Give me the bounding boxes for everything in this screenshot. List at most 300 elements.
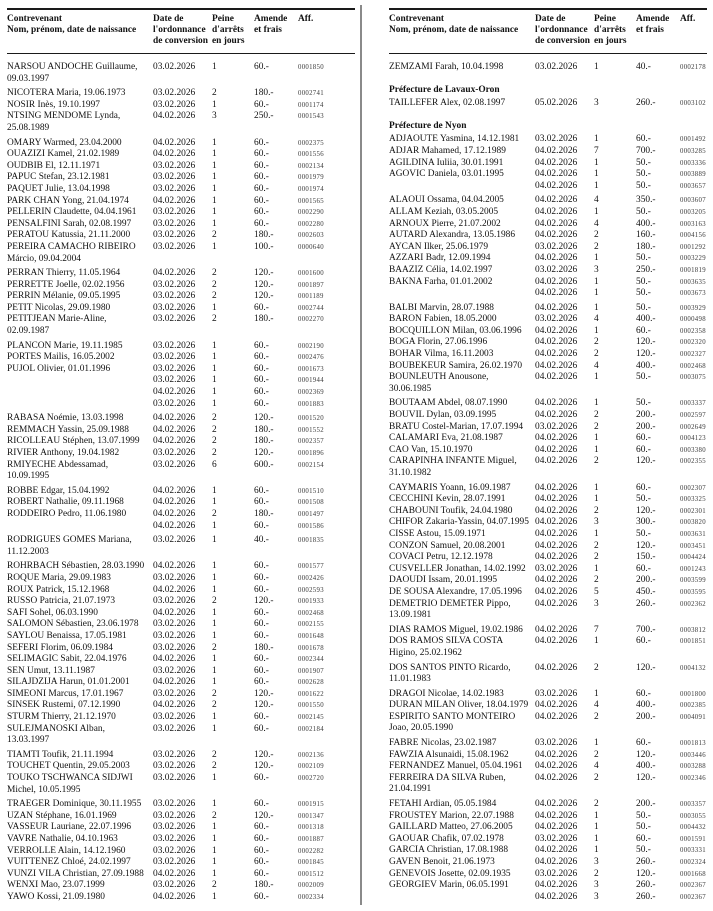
penalty-days: 1 — [212, 485, 217, 496]
fine-amount: 60.- — [254, 497, 269, 508]
fine-amount: 60.- — [254, 62, 269, 72]
fine-amount: 120.- — [636, 772, 656, 783]
sentence-row — [153, 314, 355, 326]
case-number: 0003929 — [680, 304, 706, 312]
table-row — [7, 364, 355, 410]
table-row — [7, 486, 355, 498]
sentence-rows — [153, 184, 355, 196]
sentence-rows — [153, 573, 355, 585]
sentence-row — [535, 857, 707, 869]
table-row — [7, 436, 355, 448]
table-row — [389, 517, 707, 529]
entries-right — [389, 62, 707, 903]
sentence-row — [535, 445, 707, 457]
penalty-days: 2 — [594, 410, 599, 421]
sentence-row — [535, 689, 707, 701]
case-number: 0002327 — [680, 351, 706, 359]
penalty-days: 5 — [594, 586, 599, 597]
penalty-days: 1 — [594, 822, 599, 833]
offender-name — [7, 869, 153, 881]
sentence-row — [535, 483, 707, 495]
penalty-days: 1 — [212, 387, 217, 398]
sentence-row — [153, 608, 355, 620]
offender-name — [389, 195, 535, 207]
fine-amount: 50.- — [636, 845, 651, 856]
sentence-row — [153, 761, 355, 773]
sentence-rows — [153, 161, 355, 173]
offender-name — [7, 846, 153, 858]
penalty-days: 1 — [212, 619, 217, 630]
sentence-rows — [153, 712, 355, 724]
conversion-date: 04.02.2026 — [535, 799, 578, 810]
case-number: 0002346 — [680, 774, 706, 782]
fine-amount: 400.- — [636, 360, 656, 371]
offender-name — [389, 845, 535, 857]
case-number: 0004091 — [680, 713, 706, 721]
offender-name-line: OUDBIB El, 12.11.1971 — [7, 160, 101, 171]
sentence-rows — [153, 811, 355, 823]
table-row — [389, 134, 707, 146]
fine-amount: 50.- — [636, 253, 651, 264]
sentence-row — [535, 288, 707, 300]
penalty-days: 1 — [594, 688, 599, 699]
header-contrevenant — [7, 14, 153, 47]
case-number: 0002178 — [680, 64, 706, 71]
offender-name — [7, 799, 153, 811]
fine-amount: 120.- — [636, 662, 656, 673]
fine-amount: 120.- — [636, 349, 656, 360]
offender-name — [7, 184, 153, 196]
offender-name — [389, 230, 535, 242]
offender-name-line: AGOVIC Daniela, 03.01.1995 — [389, 169, 504, 180]
case-number: 0003205 — [680, 208, 706, 216]
case-number: 0001512 — [298, 870, 324, 878]
penalty-days: 1 — [212, 630, 217, 641]
table-row — [7, 535, 355, 558]
sentence-rows — [153, 497, 355, 509]
conversion-date: 04.02.2026 — [153, 413, 196, 424]
case-number: 0001813 — [680, 740, 706, 748]
offender-name — [389, 599, 535, 622]
sentence-row — [535, 433, 707, 445]
table-row — [7, 573, 355, 585]
offender-name — [7, 230, 153, 242]
case-number: 0003288 — [680, 763, 706, 771]
offender-name — [7, 654, 153, 666]
table-row — [7, 880, 355, 892]
penalty-days: 1 — [212, 654, 217, 665]
offender-name-line: PERRIN Mélanie, 09.05.1995 — [7, 291, 121, 302]
fine-amount: 120.- — [636, 505, 656, 516]
penalty-days: 2 — [594, 505, 599, 516]
offender-name-line: 30.06.1985 — [389, 383, 432, 394]
fine-amount: 60.- — [254, 99, 269, 110]
penalty-days: 2 — [212, 508, 217, 519]
case-number: 0002134 — [298, 162, 324, 170]
penalty-days: 3 — [594, 598, 599, 609]
sentence-row — [153, 846, 355, 858]
sentence-rows — [153, 631, 355, 643]
fine-amount: 200.- — [636, 799, 656, 810]
sentence-row — [153, 242, 355, 254]
sentence-rows — [535, 811, 707, 823]
penalty-days: 1 — [594, 157, 599, 168]
offender-name — [389, 277, 535, 300]
offender-name-line: Márcio, 09.04.2004 — [7, 253, 81, 264]
sentence-rows — [153, 535, 355, 558]
sentence-row — [153, 689, 355, 701]
sentence-rows — [535, 219, 707, 231]
case-number: 0001673 — [298, 365, 324, 373]
sentence-rows — [535, 169, 707, 192]
case-number: 0003229 — [680, 255, 706, 263]
conversion-date: 03.02.2026 — [535, 241, 578, 252]
penalty-days: 3 — [594, 517, 599, 528]
fine-amount: 60.- — [254, 723, 269, 734]
conversion-date: 04.02.2026 — [535, 772, 578, 783]
sentence-row — [535, 506, 707, 518]
table-row — [7, 773, 355, 796]
sentence-rows — [153, 677, 355, 689]
sentence-row — [153, 700, 355, 712]
penalty-days: 3 — [594, 857, 599, 867]
sentence-row — [535, 799, 707, 811]
fine-amount: 60.- — [636, 433, 651, 444]
fine-amount: 150.- — [636, 552, 656, 563]
conversion-date: 03.02.2026 — [535, 833, 578, 844]
table-row — [7, 677, 355, 689]
fine-amount: 60.- — [254, 654, 269, 665]
conversion-date: 04.02.2026 — [535, 325, 578, 336]
conversion-date: 04.02.2026 — [153, 485, 196, 496]
fine-amount: 60.- — [254, 868, 269, 879]
offender-name-line: VASSEUR Lauriane, 22.07.1996 — [7, 822, 132, 833]
fine-amount: 60.- — [254, 891, 269, 902]
table-row — [389, 230, 707, 242]
penalty-days: 1 — [212, 677, 217, 688]
sentence-rows — [535, 253, 707, 265]
header-aff: Aff. — [298, 14, 314, 24]
conversion-date: 03.02.2026 — [153, 291, 196, 302]
sentence-rows — [535, 529, 707, 541]
table-row — [7, 219, 355, 231]
offender-name-line: PETITJEAN Marie-Aline, — [7, 314, 107, 325]
penalty-days: 1 — [212, 665, 217, 676]
sentence-row — [153, 880, 355, 892]
offender-name — [7, 88, 153, 100]
offender-name — [389, 433, 535, 445]
offender-name — [389, 242, 535, 254]
sentence-rows — [535, 663, 707, 686]
sentence-row — [535, 750, 707, 762]
header-amende-frais: Amende et frais — [254, 14, 288, 35]
fine-amount: 300.- — [636, 517, 656, 528]
penalty-days: 1 — [594, 253, 599, 264]
offender-name-line: CAYMARIS Yoann, 16.09.1987 — [389, 482, 511, 493]
conversion-date: 03.02.2026 — [153, 834, 196, 844]
sentence-rows — [153, 196, 355, 208]
sentence-rows — [153, 149, 355, 161]
case-number: 0001850 — [298, 64, 324, 71]
offender-name — [7, 149, 153, 161]
sentence-row — [153, 149, 355, 161]
sentence-row — [535, 834, 707, 846]
sentence-row — [535, 372, 707, 384]
table-row — [7, 509, 355, 532]
sentence-row — [153, 573, 355, 585]
fine-amount: 60.- — [254, 195, 269, 206]
fine-amount: 60.- — [254, 207, 269, 218]
sentence-row — [153, 724, 355, 736]
fine-amount: 180.- — [254, 424, 274, 435]
offender-name — [7, 677, 153, 689]
offender-name-line: 13.09.1981 — [389, 610, 432, 621]
sentence-rows — [153, 724, 355, 747]
case-number: 0001883 — [298, 400, 324, 408]
table-row — [7, 561, 355, 573]
conversion-date: 04.02.2026 — [535, 636, 578, 647]
offender-name-line: ADJAOUTE Yasmina, 14.12.1981 — [389, 134, 520, 145]
table-row — [389, 195, 707, 207]
fine-amount: 60.- — [254, 712, 269, 723]
fine-amount: 100.- — [254, 241, 274, 252]
conversion-date: 03.02.2026 — [535, 868, 578, 879]
table-row — [389, 349, 707, 361]
penalty-days: 1 — [594, 636, 599, 647]
conversion-date: 04.02.2026 — [535, 482, 578, 493]
sentence-row — [153, 399, 355, 411]
case-number: 0001944 — [298, 377, 324, 385]
conversion-date: 03.02.2026 — [153, 619, 196, 630]
fine-amount: 60.- — [254, 340, 269, 351]
table-row — [389, 398, 707, 410]
conversion-date: 03.02.2026 — [153, 279, 196, 290]
fine-amount: 120.- — [254, 279, 274, 290]
fine-amount: 60.- — [254, 845, 269, 856]
penalty-days: 1 — [212, 572, 217, 583]
sentence-row — [153, 585, 355, 597]
fine-amount: 60.- — [254, 799, 269, 810]
conversion-date: 03.02.2026 — [153, 363, 196, 374]
offender-name-line: VERROLLE Alain, 14.12.1960 — [7, 845, 126, 856]
offender-name — [389, 541, 535, 553]
fine-amount: 200.- — [636, 421, 656, 432]
sentence-rows — [153, 585, 355, 597]
sentence-rows — [535, 712, 707, 735]
penalty-days: 2 — [594, 868, 599, 879]
table-row — [7, 689, 355, 701]
offender-name — [389, 712, 535, 735]
offender-name-line: ALLAM Keziah, 03.05.2005 — [389, 206, 499, 217]
sentence-rows — [153, 822, 355, 834]
conversion-date: 04.02.2026 — [535, 145, 578, 156]
offender-name — [7, 291, 153, 303]
conversion-date: 04.02.2026 — [535, 711, 578, 722]
offender-name — [389, 372, 535, 395]
penalty-days: 2 — [212, 688, 217, 699]
case-number: 0001897 — [298, 281, 324, 289]
table-row — [7, 196, 355, 208]
sentence-row — [535, 663, 707, 675]
sentence-rows — [153, 341, 355, 353]
case-number: 0003357 — [680, 801, 706, 809]
fine-amount: 120.- — [254, 761, 274, 772]
case-number: 0001851 — [680, 638, 706, 646]
sentence-row — [535, 337, 707, 349]
fine-amount: 250.- — [636, 264, 656, 275]
case-number: 0001577 — [298, 563, 324, 571]
table-row — [389, 303, 707, 315]
conversion-date: 04.02.2026 — [153, 891, 196, 902]
fine-amount: 50.- — [636, 494, 651, 505]
offender-name-line: PAQUET Julie, 13.04.1998 — [7, 183, 110, 194]
penalty-days: 2 — [212, 749, 217, 760]
table-row — [7, 608, 355, 620]
offender-name-line: ADJAR Mahamed, 17.12.1989 — [389, 145, 506, 156]
header-contrevenant-line1: Contrevenant — [7, 14, 63, 24]
offender-name-line: PEREIRA CAMACHO RIBEIRO — [7, 241, 136, 252]
sentence-row — [153, 643, 355, 655]
offender-name — [389, 663, 535, 686]
conversion-date: 03.02.2026 — [153, 448, 196, 458]
offender-name-line: SINSEK Rustemi, 07.12.1990 — [7, 700, 121, 711]
offender-name — [7, 608, 153, 620]
case-number: 0002597 — [680, 412, 706, 420]
offender-name-line: AZZARI Badr, 12.09.1994 — [389, 253, 491, 264]
penalty-days: 1 — [212, 183, 217, 194]
offender-name-line: CHABOUNI Toufik, 24.04.1980 — [389, 505, 513, 516]
offender-name-line: FAWZIA Alsunaidi, 15.08.1962 — [389, 749, 509, 760]
case-number: 0001318 — [298, 824, 324, 832]
conversion-date: 04.02.2026 — [535, 552, 578, 563]
column-divider-rule — [360, 5, 362, 905]
sentence-row — [153, 280, 355, 292]
case-number: 0002720 — [298, 775, 324, 783]
case-number: 0003446 — [680, 751, 706, 759]
table-row — [7, 619, 355, 631]
penalty-days: 2 — [212, 413, 217, 424]
sentence-rows — [535, 587, 707, 599]
offender-name — [7, 750, 153, 762]
fine-amount: 160.- — [636, 230, 656, 241]
conversion-date: 03.02.2026 — [153, 230, 196, 241]
conversion-date: 03.02.2026 — [153, 773, 196, 784]
table-row — [7, 280, 355, 292]
penalty-days: 4 — [594, 360, 599, 371]
fine-amount: 60.- — [254, 363, 269, 374]
fine-amount: 60.- — [254, 561, 269, 572]
conversion-date: 04.02.2026 — [153, 497, 196, 508]
penalty-days: 1 — [594, 810, 599, 821]
sentence-rows — [153, 172, 355, 184]
table-row — [7, 631, 355, 643]
case-number: 0001292 — [680, 243, 706, 251]
sentence-rows — [153, 138, 355, 150]
offender-name-line: GAILLARD Matteo, 27.06.2005 — [389, 822, 513, 833]
case-number: 0001668 — [680, 870, 706, 878]
case-number: 0002307 — [680, 484, 706, 492]
conversion-date: 03.02.2026 — [153, 535, 196, 546]
sentence-rows — [535, 845, 707, 857]
offender-name-line: DOS SANTOS PINTO Ricardo, — [389, 662, 511, 673]
case-number: 0003285 — [680, 147, 706, 155]
case-number: 0001845 — [298, 859, 324, 867]
case-number: 0002355 — [680, 458, 706, 466]
case-number: 0001896 — [298, 450, 324, 457]
penalty-days: 2 — [212, 314, 217, 325]
conversion-date: 03.02.2026 — [153, 761, 196, 772]
table-row — [7, 230, 355, 242]
offender-name-line: PORTES Mailis, 16.05.2002 — [7, 352, 115, 363]
case-number: 0001600 — [298, 270, 324, 278]
offender-name — [7, 303, 153, 315]
table-row — [7, 869, 355, 881]
table-row — [389, 625, 707, 637]
offender-name-line: GAVEN Benoit, 21.06.1973 — [389, 857, 495, 867]
sentence-rows — [153, 689, 355, 701]
sentence-rows — [535, 337, 707, 349]
sentence-row — [535, 811, 707, 823]
sentence-row — [153, 561, 355, 573]
offender-name — [389, 564, 535, 576]
fine-amount: 120.- — [636, 868, 656, 879]
conversion-date: 04.02.2026 — [153, 700, 196, 711]
offender-name-line: PERRAN Thierry, 11.05.1964 — [7, 268, 121, 279]
sentence-rows — [153, 486, 355, 498]
conversion-date: 04.02.2026 — [535, 398, 578, 409]
penalty-days: 4 — [594, 314, 599, 325]
offender-name — [389, 880, 535, 903]
offender-name — [7, 413, 153, 425]
fine-amount: 60.- — [254, 572, 269, 583]
case-number: 0001550 — [298, 702, 324, 710]
sentence-row — [535, 456, 707, 468]
sentence-row — [535, 219, 707, 231]
case-number: 0002367 — [680, 882, 706, 890]
sentence-row — [153, 88, 355, 100]
fine-amount: 400.- — [636, 700, 656, 711]
offender-name — [7, 857, 153, 869]
sentence-rows — [535, 146, 707, 158]
fine-amount: 260.- — [636, 98, 656, 109]
sentence-row — [535, 541, 707, 553]
penalty-days: 1 — [212, 241, 217, 252]
conversion-date: 03.02.2026 — [153, 88, 196, 99]
sentence-rows — [535, 689, 707, 701]
sentence-rows — [535, 326, 707, 338]
case-number: 0001189 — [298, 293, 324, 301]
offender-name — [389, 738, 535, 750]
table-row — [389, 277, 707, 300]
table-row — [389, 506, 707, 518]
table-row — [7, 100, 355, 112]
fine-amount: 50.- — [636, 169, 651, 180]
fine-amount: 60.- — [254, 172, 269, 183]
offender-name — [389, 349, 535, 361]
case-number: 0002334 — [298, 893, 324, 901]
header-contrevenant: Contrevenant Nom, prénom, date de naissance — [389, 14, 519, 35]
conversion-date: 04.02.2026 — [535, 206, 578, 217]
case-number: 0000640 — [298, 243, 324, 251]
offender-name — [7, 138, 153, 150]
offender-name-line: CONZON Samuel, 20.08.2001 — [389, 540, 506, 551]
fine-amount: 60.- — [254, 584, 269, 595]
table-row — [389, 822, 707, 834]
offender-name-line: BOHAR Vilma, 16.11.2003 — [389, 349, 494, 360]
sentence-rows — [153, 846, 355, 858]
sentence-row — [153, 773, 355, 785]
offender-name-line: BOUNLEUTH Anousone, — [389, 372, 489, 383]
